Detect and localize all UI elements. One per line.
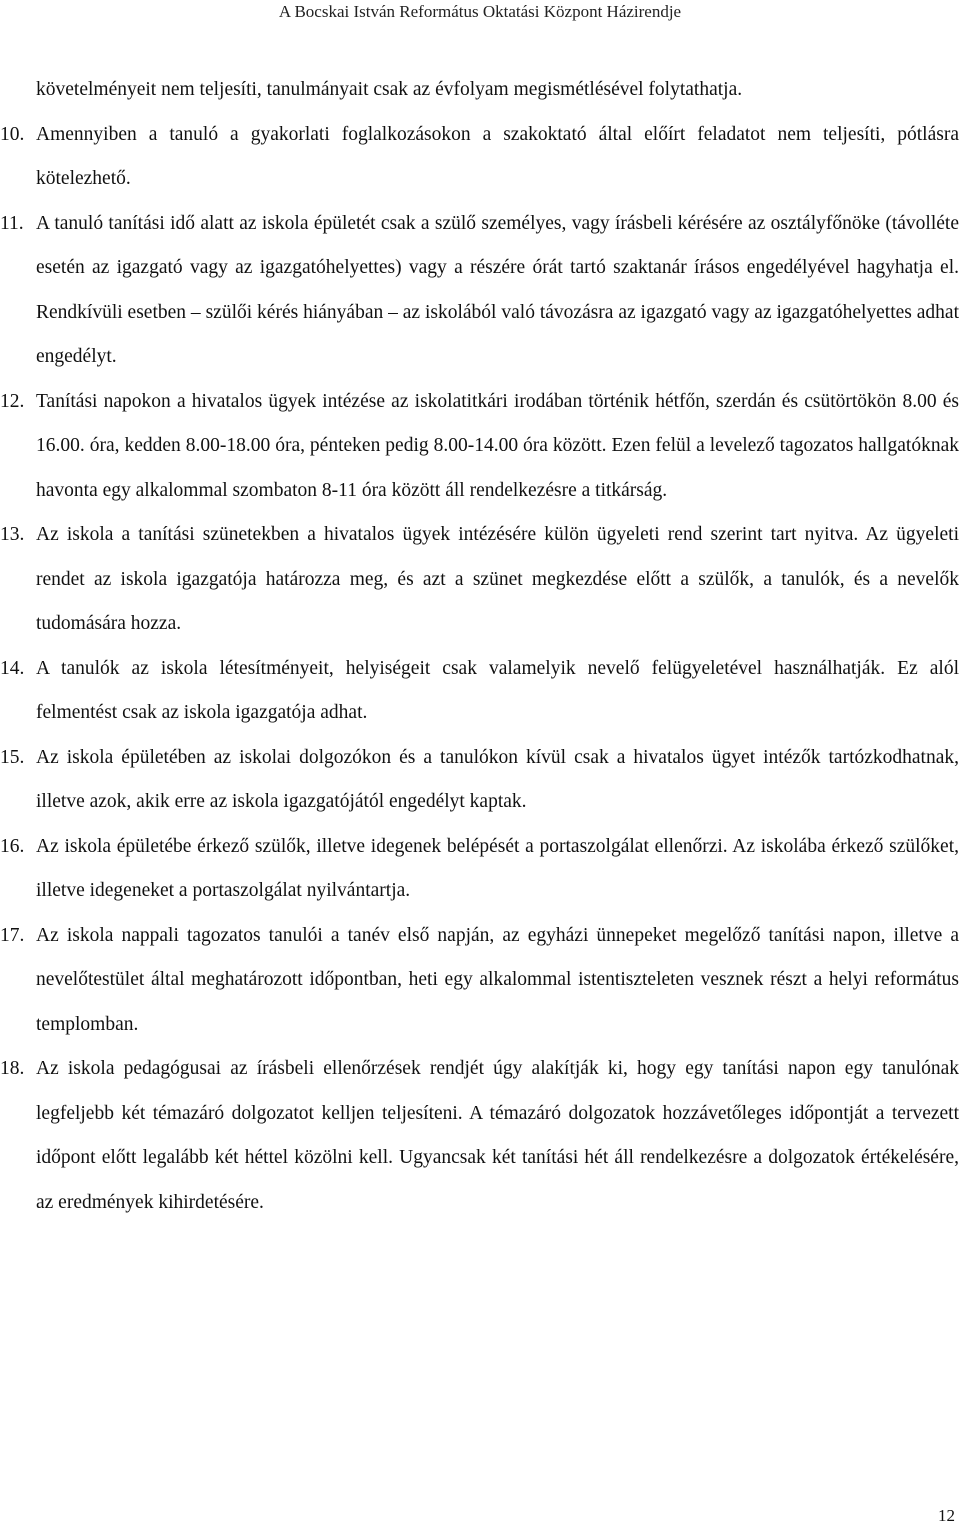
list-item-11 (0, 202, 959, 380)
list-item-16 (0, 825, 959, 914)
list-item-14 (0, 647, 959, 736)
item-number: 11. (0, 212, 24, 234)
item-text: A tanulók az iskola létesítményeit, helyiségeit csak valamelyik nevelő felügyeletével használhatják. Ez alól felmentést csak az iskola igazgatója adhat. (36, 657, 959, 723)
item-number: 14. (0, 657, 25, 679)
item-text: Az iskola a tanítási szünetekben a hivatalos ügyek intézésére külön ügyeleti rend szerint tart nyitva. Az ügyeleti rendet az iskola igazgatója határozza meg, és azt a szünet megkezdése előtt a szülők, a tanulók, és a nevelők tudomására hozza. (36, 524, 959, 634)
item-text: Az iskola épületében az iskolai dolgozókon és a tanulókon kívül csak a hivatalos ügyet intézők tartózkodhatnak, illetve azok, akik erre az iskola igazgatójától engedélyt kaptak. (36, 746, 959, 812)
list-item-13 (0, 513, 959, 647)
list-item-10 (0, 113, 959, 202)
item-text: Tanítási napokon a hivatalos ügyek intézése az iskolatitkári irodában történik hétfőn, szerdán és csütörtökön 8.00 és 16.00. óra, kedden 8.00-18.00 óra, pénteken pedig 8.00-14.00 óra között. Ezen felül a levelező tagozatos hallgatóknak havonta egy alkalommal szombaton 8-11 óra között áll rendelkezésre a titkárság. (36, 390, 959, 501)
list-item-18 (0, 1047, 959, 1225)
item-text: A tanuló tanítási idő alatt az iskola épületét csak a szülő személyes, vagy írásbeli kérésére az osztályfőnöke (távolléte esetén az igazgató vagy az igazgatóhelyettes) vagy a részére órát tartó szaktanár írásos engedélyével hagyhatja el. Rendkívüli esetben – szülői kérés hiányában – az iskolából való távozásra az igazgató vagy az igazgatóhelyettes adhat engedélyt. (36, 212, 959, 367)
item-number: 18. (0, 1058, 25, 1079)
item-number: 15. (0, 746, 25, 768)
item-text: Az iskola épületébe érkező szülők, illetve idegenek belépését a portaszolgálat ellenőrzi. Az iskolába érkező szülőket, illetve idegeneket a portaszolgálat nyilvántartja. (36, 835, 959, 901)
list-item-15 (0, 736, 959, 825)
item-number: 16. (0, 835, 25, 857)
item-text: Az iskola pedagógusai az írásbeli ellenőrzések rendjét úgy alakítják ki, hogy egy tanítási napon egy tanulónak legfeljebb két témazáró dolgozatot kelljen teljesíteni. A témazáró dolgozatok hozzávetőleges időpontját a tervezett időpont előtt legalább két héttel közölni kell. Ugyancsak két tanítási hét áll rendelkezésre a dolgozatok értékelésére, az eredmények kihirdetésére. (36, 1058, 959, 1213)
continuation-paragraph: követelményeit nem teljesíti, tanulmányait csak az évfolyam megismétlésével folytathatja. (36, 79, 743, 100)
list-item-17 (0, 914, 959, 1048)
page-number: 12 (938, 1506, 955, 1525)
item-text: Amennyiben a tanuló a gyakorlati foglalkozásokon a szakoktató által előírt feladatot nem teljesíti, pótlásra kötelezhető. (36, 123, 959, 189)
item-number: 17. (0, 924, 25, 946)
item-number: 10. (0, 123, 25, 145)
item-number: 13. (0, 524, 25, 545)
page-header (0, 2, 960, 22)
document-title: A Bocskai István Református Oktatási Központ Házirendje (278, 2, 682, 21)
document-body (0, 68, 959, 1225)
item-number: 12. (0, 390, 25, 412)
list-item-12 (0, 380, 959, 514)
item-text: Az iskola nappali tagozatos tanulói a tanév első napján, az egyházi ünnepeket megelőző tanítási napon, illetve a nevelőtestület által meghatározott időpontban, heti egy alkalommal istentiszteleten vesznek részt a helyi református templomban. (36, 924, 959, 1035)
